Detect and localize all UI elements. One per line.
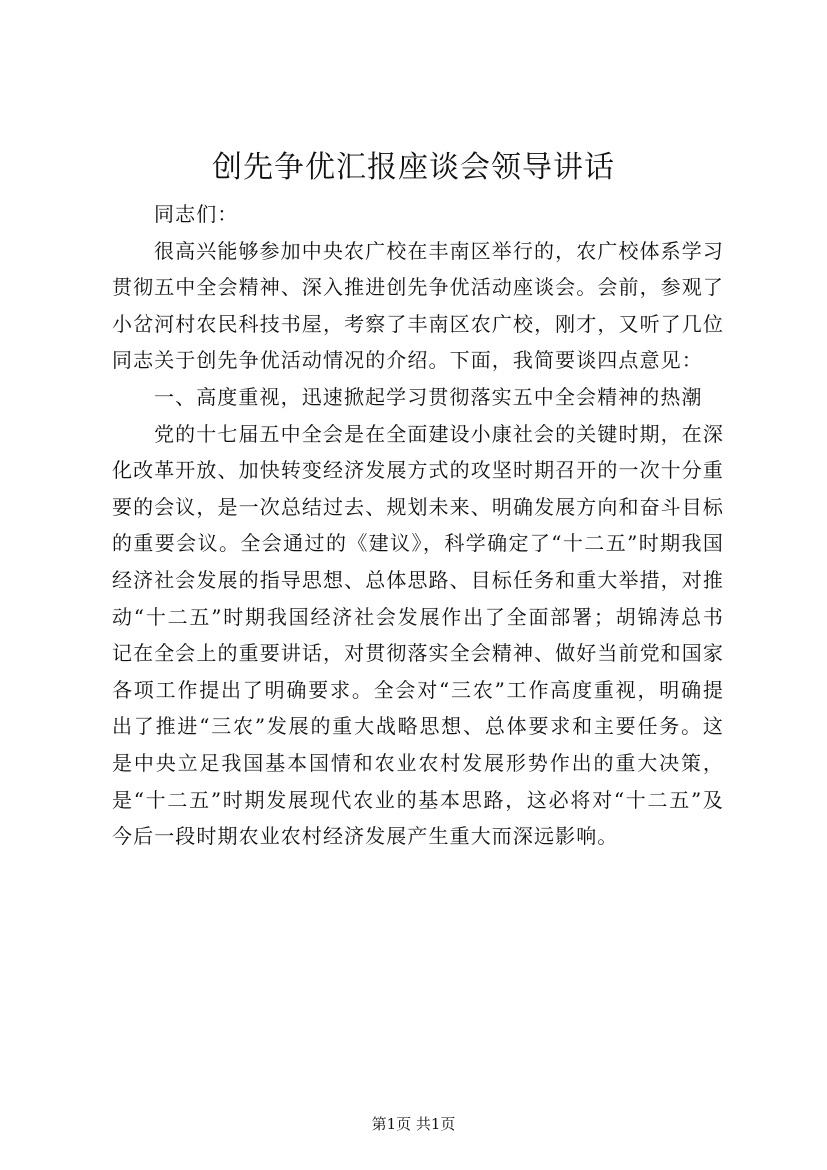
document-body — [112, 196, 724, 855]
page-footer: 第1页 共1页 — [371, 1115, 456, 1133]
paragraph-intro: 很高兴能够参加中央农广校在丰南区举行的，农广校体系学习贯彻五中全会精神、深入推进创先争优活动座谈会。会前，参观了小岔河村农民科技书屋，考察了丰南区农广校，刚才，又听了几位同志关于创先争优活动情况的介绍。下面，我简要谈四点意见： — [112, 238, 724, 373]
salutation: 同志们： — [154, 202, 239, 226]
paragraph-plenum: 党的十七届五中全会是在全面建设小康社会的关键时期，在深化改革开放、加快转变经济发展方式的攻坚时期召开的一次十分重要的会议，是一次总结过去、规划未来、明确发展方向和奋斗目标的重要会议。全会通过的《建议》，科学确定了“十二五”时期我国经济社会发展的指导思想、总体思路、目标任务和重大举措，对推动“十二五”时期我国经济社会发展作出了全面部署；胡锦涛总书记在全会上的重要讲话，对贯彻落实全会精神、做好当前党和国家各项工作提出了明确要求。全会对“三农”工作高度重视，明确提出了推进“三农”发展的重大战略思想、总体要求和主要任务。这是中央立足我国基本国情和农业农村发展形势作出的重大决策，是“十二五”时期发展现代农业的基本思路，这必将对“十二五”及今后一段时期农业农村经济发展产生重大而深远影响。 — [112, 421, 724, 849]
document-title: 创先争优汇报座谈会领导讲话 — [212, 150, 615, 185]
section-heading-one: 一、高度重视，迅速掀起学习贯彻落实五中全会精神的热潮 — [154, 384, 703, 409]
